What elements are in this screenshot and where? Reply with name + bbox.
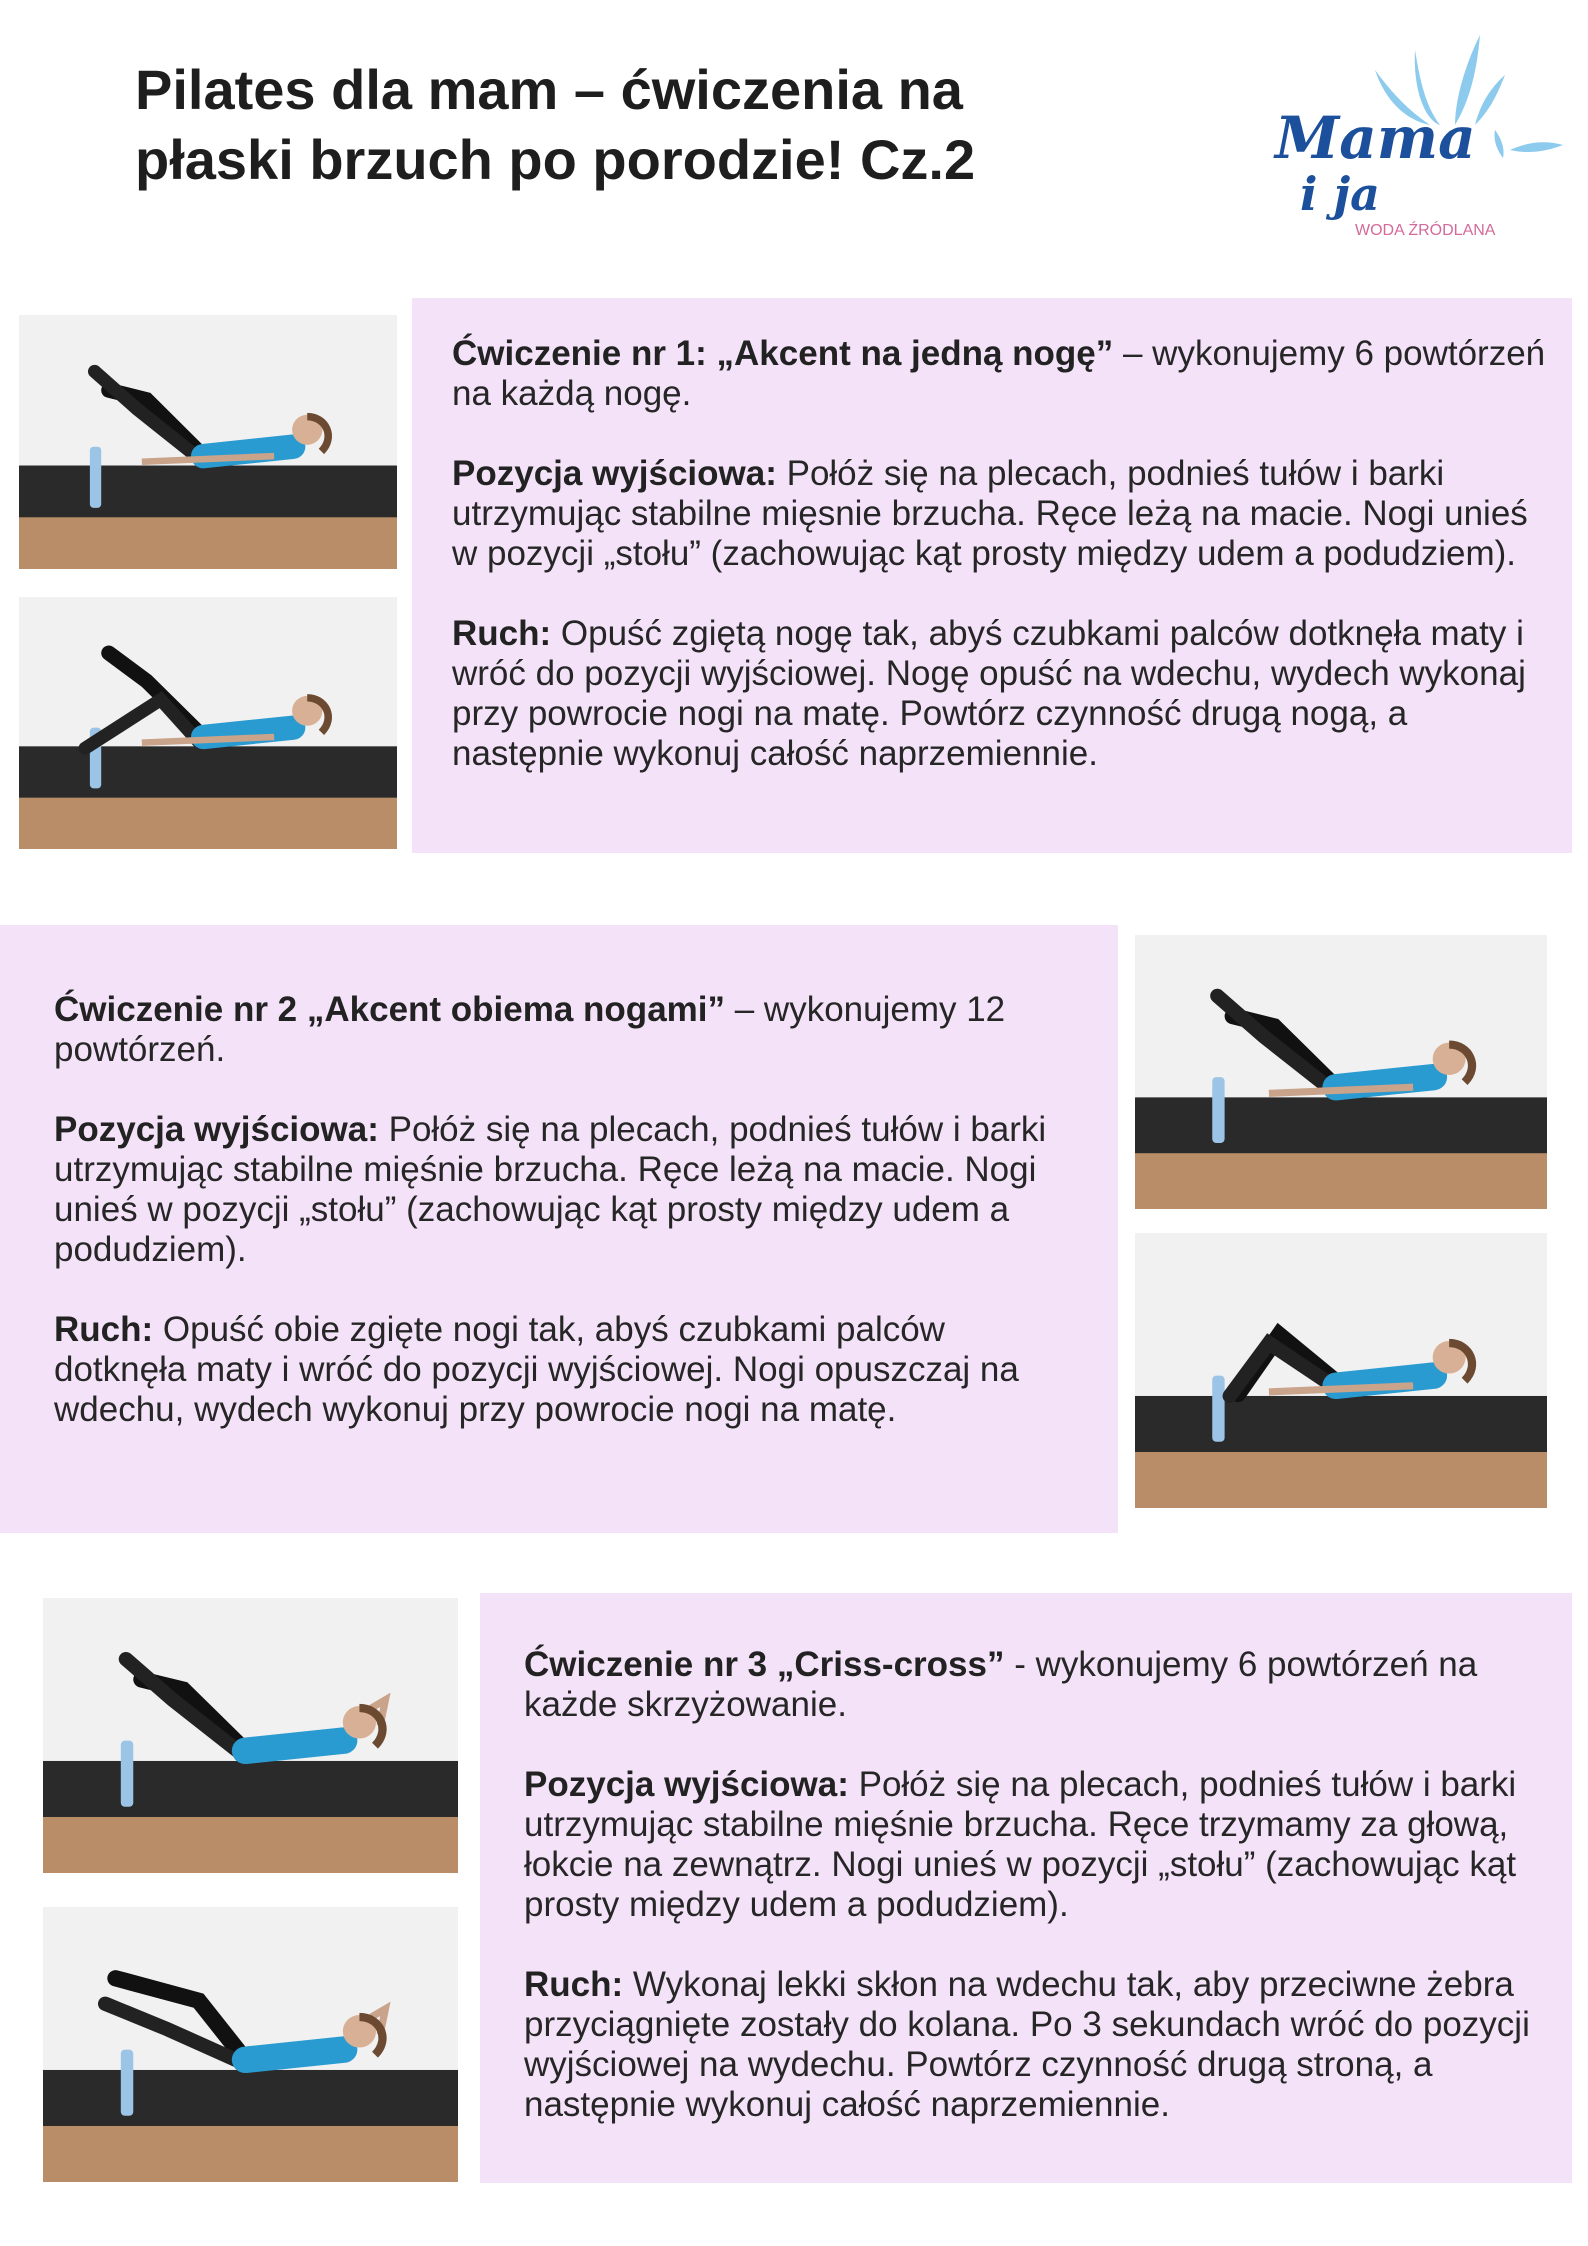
brand-logo [1265,30,1565,250]
exercise-2-heading: Ćwiczenie nr 2 „Akcent obiema nogami” [54,990,725,1029]
exercise-3-move-text: Wykonaj lekki skłon na wdechu tak, aby przeciwne żebra przyciągnięte zostały do kolana. Po 3 sekundach wróć do pozycji wyjściowej na wydechu. Powtórz czynność drugą stroną, a następnie wykonuj całość naprzemiennie. [524,1965,1530,2124]
exercise-1-start-label: Pozycja wyjściowa: [452,454,777,493]
exercise-2-move-label: Ruch: [54,1310,154,1349]
exercise-1-panel [412,298,1572,853]
photo-ex1-start [19,315,397,569]
photo-ex2-move [1135,1233,1547,1508]
exercise-2-panel [0,925,1118,1533]
exercise-2-text [54,990,1074,1470]
title-line-1: Pilates dla mam – ćwiczenia na [135,58,963,121]
exercise-2-move-text: Opuść obie zgięte nogi tak, abyś czubkami palców dotknęła maty i wróć do pozycji wyjściowej. Nogi opuszczaj na wdechu, wydech wykonuj przy powrocie nogi na matę. [54,1310,1019,1429]
page-title [135,55,1135,195]
exercise-1-move-label: Ruch: [452,614,552,653]
exercise-1-heading: Ćwiczenie nr 1: „Akcent na jedną nogę” [452,334,1114,373]
exercise-2-start-text: Połóż się na plecach, podnieś tułów i barki utrzymując stabilne mięśnie brzucha. Ręce leżą na macie. Nogi unieś w pozycji „stołu” (zachowując kąt prosty między udem a podudziem). [54,1110,1047,1269]
logo-text-mama: Mama [1275,104,1476,172]
exercise-3-heading: Ćwiczenie nr 3 „Criss-cross” [524,1645,1005,1684]
exercise-3-start-label: Pozycja wyjściowa: [524,1765,849,1804]
exercise-1-start-text: Połóż się na plecach, podnieś tułów i barki utrzymując stabilne mięsnie brzucha. Ręce leżą na macie. Nogi unieś w pozycji „stołu” (zachowując kąt prosty między udem a podudziem). [452,454,1528,573]
exercise-2-heading-rest: – wykonujemy 12 powtórzeń. [54,990,1006,1069]
photo-ex3-move [43,1907,458,2182]
logo-text-woda: WODA ŹRÓDLANA [1355,222,1496,239]
exercise-1-text [452,334,1552,814]
exercise-2-start-label: Pozycja wyjściowa: [54,1110,379,1149]
title-line-2: płaski brzuch po porodzie! Cz.2 [135,128,976,191]
exercise-1-move-text: Opuść zgiętą nogę tak, abyś czubkami palców dotknęła maty i wróć do pozycji wyjściowej. Nogę opuść na wdechu, wydech wykonaj przy powrocie nogi na matę. Powtórz czynność drugą nogą, a następnie wykonuj całość naprzemiennie. [452,614,1526,773]
exercise-3-move-label: Ruch: [524,1965,624,2004]
exercise-3-panel [480,1593,1572,2183]
photo-ex2-start [1135,935,1547,1209]
exercise-3-text [524,1645,1554,2165]
exercise-1-heading-rest: – wykonujemy 6 powtórzeń na każdą nogę. [452,334,1546,413]
exercise-3-start-text: Połóż się na plecach, podnieś tułów i barki utrzymując stabilne mięśnie brzucha. Ręce trzymamy za głową, łokcie na zewnątrz. Nogi unieś w pozycji „stołu” (zachowując kąt prosty między udem a podudziem). [524,1765,1517,1924]
photo-ex3-start [43,1598,458,1873]
photo-ex1-move [19,597,397,849]
logo-text-i-ja: i ja [1300,167,1380,221]
exercise-3-heading-rest: - wykonujemy 6 powtórzeń na każde skrzyżowanie. [524,1645,1478,1724]
